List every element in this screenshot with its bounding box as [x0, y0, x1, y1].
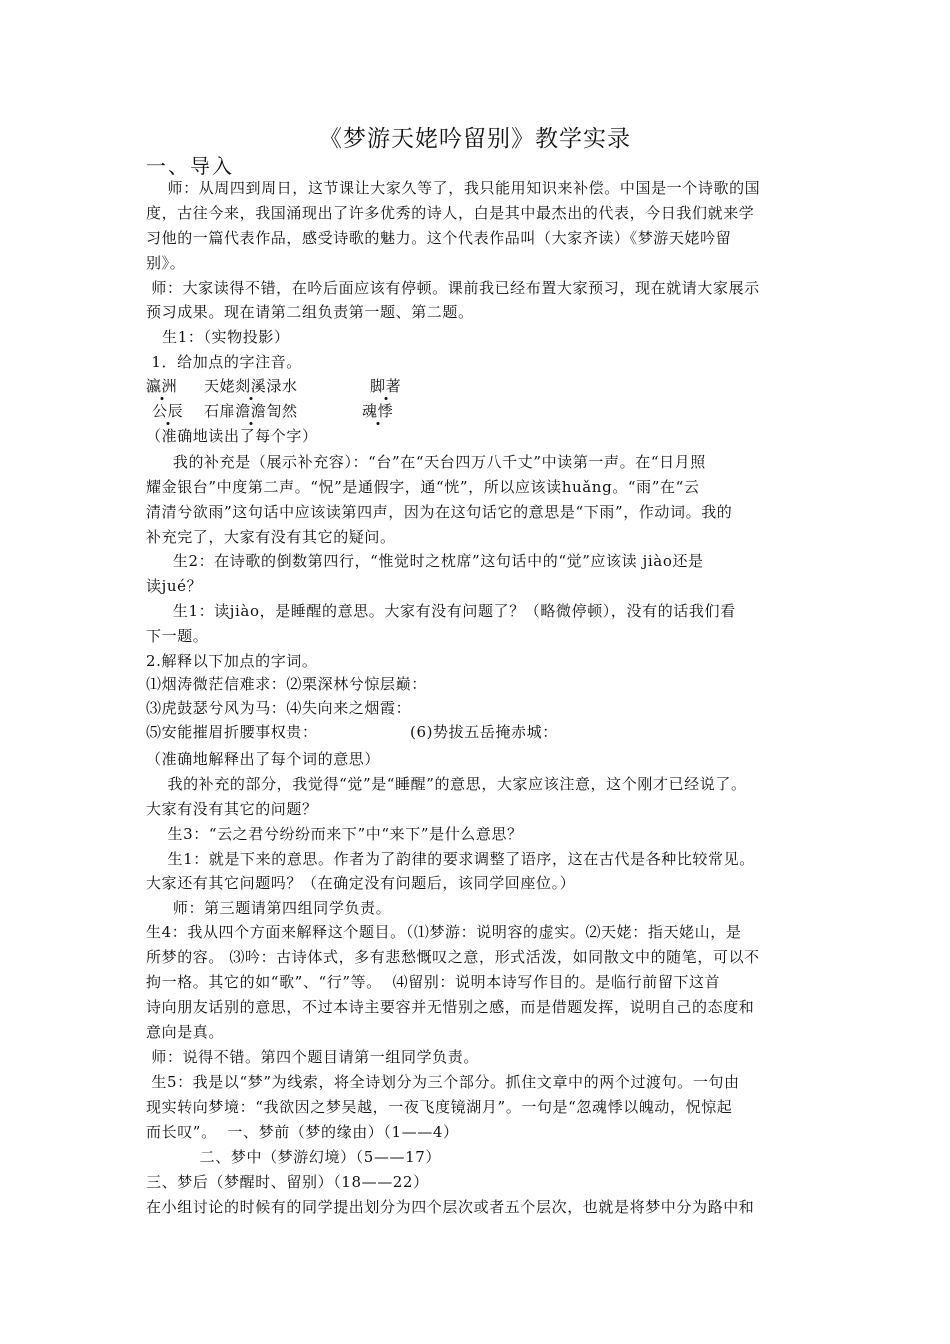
text-line: 所梦的容。 ⑶吟：古诗体式，多有悲愁慨叹之意，形式活泼，如同散文中的随笔，可以不: [146, 948, 760, 966]
text-line: 补充完了，大家有没有其它的疑问。: [146, 528, 396, 546]
text-line: 2.解释以下加点的字词。: [146, 652, 318, 670]
text-line: （准确地读出了每个字）: [146, 427, 318, 445]
text-line: 预习成果。现在请第二组负责第一题、第二题。: [146, 303, 474, 321]
text-line: 习他的一篇代表作品，感受诗歌的魅力。这个代表作品叫（大家齐读）《梦游天姥吟留: [146, 229, 732, 247]
text-line: 生2：在诗歌的倒数第四行，“惟觉时之枕席”这句话中的“觉”应该读 jiào还是: [146, 552, 704, 570]
text-line: 读jué？: [146, 577, 203, 595]
text-line: 大家还有其它问题吗？（在确定没有问题后，该同学回座位。）: [146, 874, 576, 892]
document-title: 《梦游天姥吟留别》教学实录: [319, 126, 631, 152]
text-line: 生1：（实物投影）: [146, 328, 290, 346]
text-line: 我的补充是（展示补充容）：“台”在“天台四万八千丈”中读第一声。在“日月照: [146, 453, 706, 471]
text-line: 在小组讨论的时候有的同学提出划分为四个层次或者五个层次，也就是将梦中分为路中和: [146, 1198, 755, 1216]
pinyin-word: 瀛洲: [146, 377, 178, 395]
text-line: 而长叹”。 一、梦前（梦的缘由）（1——4）: [146, 1123, 459, 1141]
text-line: 生1：就是下来的意思。作者为了韵律的要求调整了语序，这在古代是各种比较常见。: [146, 850, 755, 868]
explain-item: ⑶虎鼓瑟兮风为马：⑷失向来之烟霞：: [146, 699, 412, 717]
explain-item: ⑴烟涛微茫信难求：⑵栗深林兮惊层巅：: [146, 675, 427, 693]
pinyin-word: 脚著: [370, 377, 402, 395]
text-line: 意向是真。: [146, 1023, 225, 1041]
text-line: 下一题。: [146, 627, 209, 645]
text-line: 师：从周四到周日，这节课让大家久等了，我只能用知识来补偿。中国是一个诗歌的国: [146, 179, 761, 197]
pinyin-word: 天姥剡溪渌水: [204, 377, 298, 395]
section-heading: 一、导入: [146, 154, 234, 178]
text-line: 生3：“云之君兮纷纷而来下”中“来下”是什么意思？: [146, 825, 523, 843]
text-line: 我的补充的部分，我觉得“觉”是“睡醒”的意思，大家应该注意，这个刚才已经说了。: [146, 775, 747, 793]
text-line: 师：大家读得不错，在吟后面应该有停顿。课前我已经布置大家预习，现在就请大家展示: [146, 279, 760, 297]
text-line: 拘一格。其它的如“歌”、“行”等。 ⑷留别：说明本诗写作目的。是临行前留下这首: [146, 973, 721, 991]
text-line: 二、梦中（梦游幻境）（5——17）: [146, 1148, 442, 1166]
text-line: 师：第三题请第四组同学负责。: [146, 899, 392, 917]
explain-item: (6)势拔五岳掩赤城：: [410, 723, 558, 741]
text-line: 耀金银台”中度第二声。“怳”是通假字，通“恍”，所以应该读huǎng。“雨”在“云: [146, 478, 700, 496]
pinyin-word: 公辰: [152, 402, 184, 420]
text-line: 清清兮欲雨”这句话中应该读第四声，因为在这句话它的意思是“下雨”，作动词。我的: [146, 503, 733, 521]
text-line: 度，古往今来，我国涌现出了许多优秀的诗人，白是其中最杰出的代表，今日我们就来学: [146, 204, 755, 222]
text-line: 大家有没有其它的问题？: [146, 800, 318, 818]
explain-item: ⑸安能摧眉折腰事权贵：: [146, 723, 318, 741]
text-line: 1．给加点的字注音。: [146, 353, 302, 371]
text-line: 生1：读jiào，是睡醒的意思。大家有没有问题了？（略微停顿），没有的话我们看: [146, 602, 736, 620]
text-line: 诗向朋友话别的意思，不过本诗主要容并无惜别之感，而是借题发挥，说明自己的态度和: [146, 998, 755, 1016]
text-line: （准确地解释出了每个词的意思）: [146, 750, 381, 768]
text-line: 生5：我是以“梦”为线索，将全诗划分为三个部分。抓住文章中的两个过渡句。一句由: [146, 1073, 740, 1091]
text-line: 现实转向梦境：“我欲因之梦吴越，一夜飞度镜湖月”。一句是“忽魂悸以魄动，怳惊起: [146, 1098, 733, 1116]
text-line: 师：说得不错。第四个题目请第一组同学负责。: [146, 1048, 479, 1066]
pinyin-word: 石扉澹澹訇然: [204, 402, 298, 420]
text-line: 别》。: [146, 254, 186, 272]
text-line: 三、梦后（梦醒时、留别）（18——22）: [146, 1173, 429, 1191]
text-line: 生4：我从四个方面来解释这个题目。（⑴梦游：说明容的虚实。⑵天姥：指天姥山，是: [146, 923, 742, 941]
pinyin-word: 魂悸: [362, 402, 394, 420]
